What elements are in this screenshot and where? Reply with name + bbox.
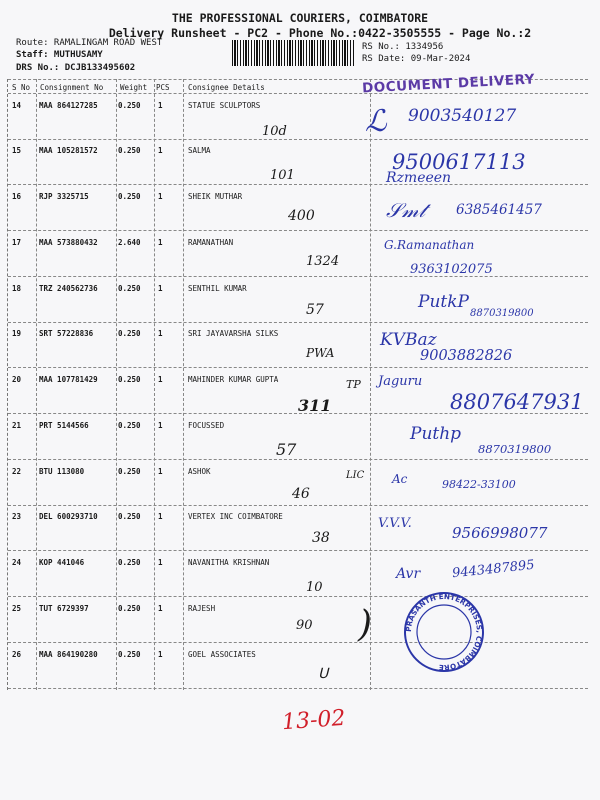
hw-mark: ᑌ — [318, 666, 329, 682]
drs-number: DRS No.: DCJB133495602 — [16, 63, 136, 73]
pieces-count: 1 — [158, 375, 163, 384]
hw-door-no: 101 — [270, 168, 295, 183]
row-serial-number: 26 — [12, 650, 22, 659]
consignee-name: STATUE SCULPTORS — [188, 101, 261, 110]
weight-value: 0.250 — [118, 146, 141, 155]
hw-door-no: 1324 — [306, 254, 340, 269]
consignee-name: SALMA — [188, 146, 211, 155]
pieces-count: 1 — [158, 421, 163, 430]
hw-door-no: 38 — [312, 530, 330, 546]
weight-value: 0.250 — [118, 284, 141, 293]
weight-value: 0.250 — [118, 421, 141, 430]
company-seal — [402, 590, 486, 674]
row-divider — [8, 688, 588, 689]
hw-door-no: 10 — [306, 580, 323, 595]
row-serial-number: 23 — [12, 512, 22, 521]
hw-phone: 9566998077 — [452, 524, 548, 542]
row-serial-number: 19 — [12, 329, 22, 338]
consignment-number: TRZ 240562736 — [39, 284, 98, 293]
consignment-number: TUT 6729397 — [39, 604, 89, 613]
seal-text: PRASANTH ENTERPRISES, COIMBATORE — [403, 591, 485, 673]
pieces-count: 1 — [158, 512, 163, 521]
col-divider — [154, 79, 155, 690]
consignee-name: FOCUSSED — [188, 421, 225, 430]
hw-signature: 𝒮𝓂𝓉 — [386, 198, 426, 222]
rs-date: RS Date: 09-Mar-2024 — [362, 54, 471, 64]
weight-value: 0.250 — [118, 512, 141, 521]
hw-phone: 9500617113 — [392, 150, 526, 174]
hw-phone: 9003540127 — [408, 106, 517, 126]
hw-door-no: 57 — [276, 440, 297, 459]
consignment-number: SRT 57228836 — [39, 329, 94, 338]
hw-phone: 8870319800 — [478, 442, 552, 456]
hw-door-no: PWA — [306, 346, 335, 360]
hw-phone: 98422-33100 — [442, 478, 516, 491]
weight-value: 0.250 — [118, 192, 141, 201]
col-header-sno: S No — [12, 83, 31, 92]
consignment-number: MAA 864190280 — [39, 650, 98, 659]
hw-door-no: 10d — [262, 124, 287, 139]
row-divider — [8, 184, 588, 185]
footer-note: 13-02 — [281, 705, 347, 736]
col-divider — [36, 79, 37, 690]
row-divider — [8, 505, 588, 506]
hw-bracket: ) — [358, 604, 373, 645]
barcode — [232, 40, 354, 66]
hw-phone: 9003882826 — [420, 348, 513, 364]
consignment-number: KOP 441046 — [39, 558, 85, 567]
row-divider — [8, 322, 588, 323]
consignee-name: RAJESH — [188, 604, 216, 613]
weight-value: 2.640 — [118, 238, 141, 247]
hw-signature: Avr — [396, 566, 421, 582]
rs-number: RS No.: 1334956 — [362, 42, 444, 52]
staff-label: Staff: MUTHUSAMY — [16, 50, 103, 60]
hw-signature: KVBaz — [380, 330, 437, 350]
document-delivery-stamp: DOCUMENT DELIVERY — [361, 71, 536, 97]
weight-value: 0.250 — [118, 467, 141, 476]
hw-signature: Puthp — [410, 424, 462, 444]
col-header-weight: Weight — [120, 83, 148, 92]
hw-door-no: 90 — [296, 618, 313, 633]
consignment-number: BTU 113080 — [39, 467, 85, 476]
consignment-number: MAA 864127285 — [39, 101, 98, 110]
weight-value: 0.250 — [118, 375, 141, 384]
pieces-count: 1 — [158, 329, 163, 338]
row-divider — [8, 642, 588, 643]
row-serial-number: 18 — [12, 284, 22, 293]
consignee-name: SHEIK MUTHAR — [188, 192, 243, 201]
consignment-number: DEL 600293710 — [39, 512, 98, 521]
hw-phone: 9363102075 — [410, 262, 493, 277]
row-divider — [8, 139, 588, 140]
row-serial-number: 15 — [12, 146, 22, 155]
hw-mark: TP — [346, 378, 361, 391]
col-header-pcs: PCS — [156, 83, 170, 92]
consignee-name: RAMANATHAN — [188, 238, 234, 247]
pieces-count: 1 — [158, 238, 163, 247]
row-divider — [8, 367, 588, 368]
pieces-count: 1 — [158, 146, 163, 155]
col-divider — [116, 79, 117, 690]
row-serial-number: 22 — [12, 467, 22, 476]
row-serial-number: 16 — [12, 192, 22, 201]
hw-signature: Ac — [392, 472, 408, 486]
row-serial-number: 20 — [12, 375, 22, 384]
hw-door-no: 57 — [306, 302, 324, 318]
pieces-count: 1 — [158, 558, 163, 567]
hw-door-no: 46 — [292, 486, 310, 502]
header-divider — [8, 93, 588, 94]
hw-phone: 8807647931 — [450, 390, 584, 414]
row-divider — [8, 276, 588, 277]
route-label: Route: RAMALINGAM ROAD WEST — [16, 38, 163, 48]
hw-signature: G.Ramanathan — [384, 238, 475, 252]
consignee-name: VERTEX INC COIMBATORE — [188, 512, 283, 521]
row-serial-number: 24 — [12, 558, 22, 567]
col-header-consignee: Consignee Details — [188, 83, 265, 92]
consignee-name: GOEL ASSOCIATES — [188, 650, 256, 659]
consignment-number: MAA 105281572 — [39, 146, 98, 155]
hw-door-no: 400 — [288, 208, 315, 224]
hw-phone: 6385461457 — [456, 202, 542, 218]
row-serial-number: 14 — [12, 101, 22, 110]
weight-value: 0.250 — [118, 558, 141, 567]
row-divider — [8, 459, 588, 460]
weight-value: 0.250 — [118, 604, 141, 613]
hw-mark: LIC — [346, 470, 365, 481]
hw-signature: PutkP — [418, 292, 469, 312]
hw-signature: V.V.V. — [378, 516, 412, 531]
consignment-number: MAA 573880432 — [39, 238, 98, 247]
row-divider — [8, 596, 588, 597]
consignee-name: SENTHIL KUMAR — [188, 284, 247, 293]
pieces-count: 1 — [158, 284, 163, 293]
consignment-number: RJP 3325715 — [39, 192, 89, 201]
company-title: THE PROFESSIONAL COURIERS, COIMBATORE — [171, 11, 429, 25]
consignee-name: NAVANITHA KRISHNAN — [188, 558, 270, 567]
weight-value: 0.250 — [118, 650, 141, 659]
hw-signature: Rzmeeen — [386, 170, 452, 186]
col-header-cn: Consignment No — [40, 83, 104, 92]
weight-value: 0.250 — [118, 329, 141, 338]
pieces-count: 1 — [158, 192, 163, 201]
consignee-name: SRI JAYAVARSHA SILKS — [188, 329, 279, 338]
consignment-number: MAA 107781429 — [39, 375, 98, 384]
hw-phone: 8870319800 — [470, 308, 534, 319]
signature-scribble: ℒ — [365, 104, 387, 139]
row-serial-number: 17 — [12, 238, 22, 247]
weight-value: 0.250 — [118, 101, 141, 110]
runsheet-subtitle: Delivery Runsheet - PC2 - Phone No.:0422-3505555 - Page No.:2 — [108, 26, 532, 40]
row-divider — [8, 550, 588, 551]
hw-phone: 9443487895 — [451, 557, 536, 582]
pieces-count: 1 — [158, 650, 163, 659]
row-serial-number: 25 — [12, 604, 22, 613]
col-divider — [183, 79, 184, 690]
consignee-name: ASHOK — [188, 467, 211, 476]
consignee-name: MAHINDER KUMAR GUPTA — [188, 375, 279, 384]
col-divider — [370, 79, 371, 690]
hw-signature: Jaguru — [378, 374, 423, 389]
hw-door-no: 311 — [298, 396, 332, 415]
consignment-number: PRT 5144566 — [39, 421, 89, 430]
row-divider — [8, 230, 588, 231]
pieces-count: 1 — [158, 467, 163, 476]
pieces-count: 1 — [158, 604, 163, 613]
row-serial-number: 21 — [12, 421, 22, 430]
pieces-count: 1 — [158, 101, 163, 110]
